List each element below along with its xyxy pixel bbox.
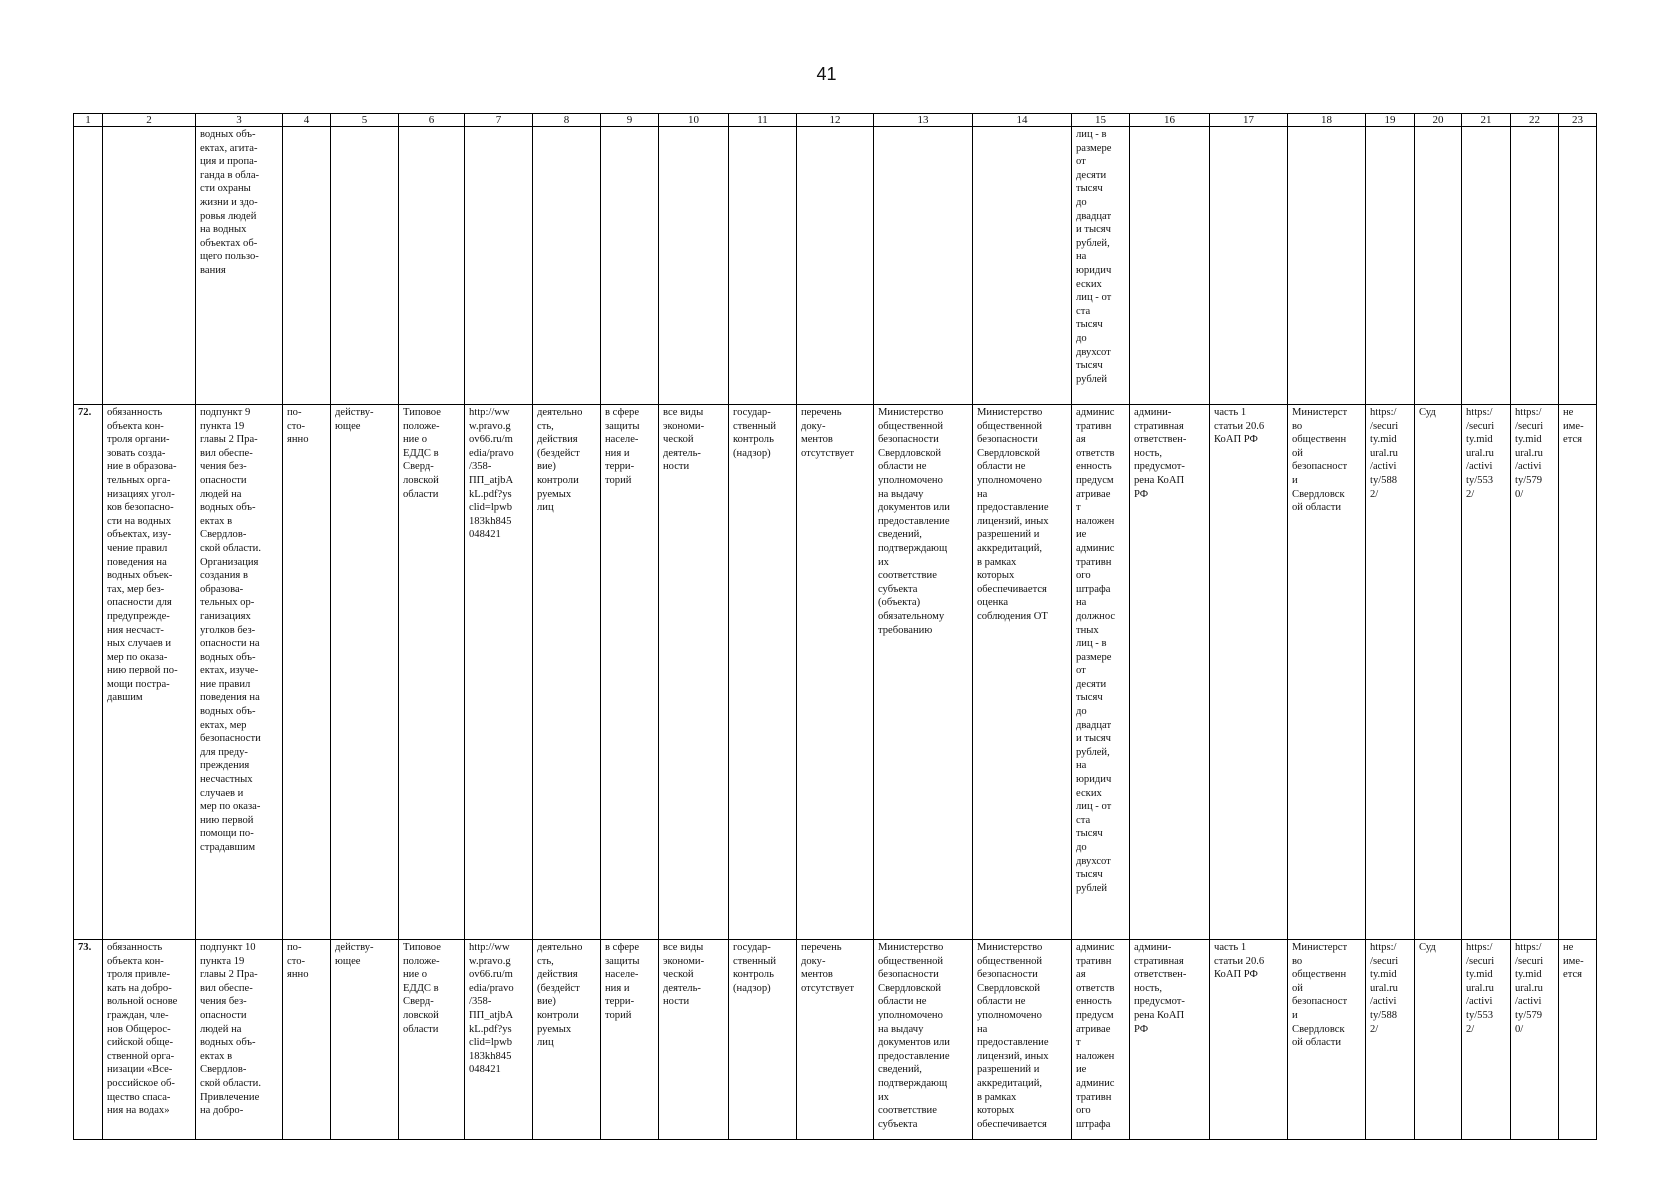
requirements-table (73, 113, 1597, 1140)
table-cell: лиц - в размере от десяти тысяч до двадцат и тысяч рублей, на юридич еских лиц - от ста тысяч до двухсот тысяч рублей (1072, 127, 1130, 405)
table-cell: часть 1 статьи 20.6 КоАП РФ (1210, 940, 1288, 1140)
table-cell (601, 127, 659, 405)
column-number: 10 (659, 114, 729, 127)
column-number: 16 (1130, 114, 1210, 127)
table-cell: Типовое положе- ние о ЕДДС в Сверд- ловской области (399, 405, 465, 940)
table-cell: подпункт 10 пункта 19 главы 2 Пра- вил обеспе- чения без- опасности людей на водных объ- ектах в Свердлов- ской области. Привлечение на добро- (196, 940, 283, 1140)
table-row (74, 405, 1597, 940)
table-cell: по- сто- янно (283, 940, 331, 1140)
table-cell: государ- ственный контроль (надзор) (729, 405, 797, 940)
table-cell: Министерство общественной безопасности Свердловской области не уполномочено на предоставление лицензий, иных разрешений и аккредитаций, в рамках которых обеспечивается оценка соблюдения ОТ (973, 405, 1072, 940)
table-cell: перечень доку- ментов отсутствует (797, 940, 874, 1140)
table-cell (103, 127, 196, 405)
table-cell: обязанность объекта кон- троля привле- кать на добро- вольной основе граждан, чле- нов Общерос- сийской обще- ственной орга- низации «Все- российское об- щество спаса- ния на водах» (103, 940, 196, 1140)
column-number: 7 (465, 114, 533, 127)
column-number: 21 (1462, 114, 1511, 127)
table-cell: http://ww w.pravo.g ov66.ru/m edia/pravo /358- ПП_atjbA kL.pdf?ys clid=lpwb 183kh845 048421 (465, 940, 533, 1140)
column-number: 1 (74, 114, 103, 127)
page-number: 41 (816, 64, 837, 84)
table-cell (659, 127, 729, 405)
column-number: 17 (1210, 114, 1288, 127)
table-cell (331, 127, 399, 405)
table-cell: по- сто- янно (283, 405, 331, 940)
row-number-cell: 73. (74, 940, 103, 1140)
table-cell: обязанность объекта кон- троля органи- зовать созда- ние в образова- тельных орга- низациях угол- ков безопасно- сти на водных объектах, изу- чение правил поведения на водных объек- тах, мер без- опасности для предупрежде- ния несчаст- ных случаев и мер по оказа- нию первой по- мощи постра- давшим (103, 405, 196, 940)
table-cell: https:/ /securi ty.mid ural.ru /activi ty/553 2/ (1462, 405, 1511, 940)
table-cell: все виды экономи- ческой деятель- ности (659, 940, 729, 1140)
column-number: 20 (1415, 114, 1462, 127)
table-cell (1559, 127, 1597, 405)
table-cell: все виды экономи- ческой деятель- ности (659, 405, 729, 940)
table-cell: не име- ется (1559, 940, 1597, 1140)
column-number: 11 (729, 114, 797, 127)
column-number: 5 (331, 114, 399, 127)
table-row (74, 127, 1597, 405)
column-number: 4 (283, 114, 331, 127)
table-cell: в сфере защиты населе- ния и терри- торий (601, 405, 659, 940)
table-cell: Типовое положе- ние о ЕДДС в Сверд- ловской области (399, 940, 465, 1140)
table-cell: деятельно сть, действия (бездейст вие) контроли руемых лиц (533, 940, 601, 1140)
table-cell (1462, 127, 1511, 405)
table-cell: действу- ющее (331, 405, 399, 940)
table-cell: деятельно сть, действия (бездейст вие) контроли руемых лиц (533, 405, 601, 940)
table-cell (797, 127, 874, 405)
table-cell (973, 127, 1072, 405)
column-number: 8 (533, 114, 601, 127)
row-number-cell: 72. (74, 405, 103, 940)
table-cell: админи- стративная ответствен- ность, предусмот- рена КоАП РФ (1130, 940, 1210, 1140)
table-row (74, 940, 1597, 1140)
column-number: 22 (1511, 114, 1559, 127)
table-cell: не име- ется (1559, 405, 1597, 940)
column-number: 3 (196, 114, 283, 127)
table-cell (74, 127, 103, 405)
table-cell: перечень доку- ментов отсутствует (797, 405, 874, 940)
table-cell: https:/ /securi ty.mid ural.ru /activi ty/553 2/ (1462, 940, 1511, 1140)
table-cell: http://ww w.pravo.g ov66.ru/m edia/pravo /358- ПП_atjbA kL.pdf?ys clid=lpwb 183kh845 048421 (465, 405, 533, 940)
table-cell: Министерство общественной безопасности Свердловской области не уполномочено на предоставление лицензий, иных разрешений и аккредитаций, в рамках которых обеспечивается (973, 940, 1072, 1140)
column-number: 13 (874, 114, 973, 127)
table-cell: https:/ /securi ty.mid ural.ru /activi ty/579 0/ (1511, 940, 1559, 1140)
column-number: 2 (103, 114, 196, 127)
table-cell: админи- стративная ответствен- ность, предусмот- рена КоАП РФ (1130, 405, 1210, 940)
table-cell: в сфере защиты населе- ния и терри- торий (601, 940, 659, 1140)
table-cell: админис тративн ая ответств енность предусм атривае т наложен ие админис тративн ого штрафа (1072, 940, 1130, 1140)
table-cell (1130, 127, 1210, 405)
table-cell (399, 127, 465, 405)
column-number: 23 (1559, 114, 1597, 127)
table-cell: действу- ющее (331, 940, 399, 1140)
column-number: 19 (1366, 114, 1415, 127)
table-cell: Суд (1415, 940, 1462, 1140)
table-cell: водных объ- ектах, агита- ция и пропа- ганда в обла- сти охраны жизни и здо- ровья людей на водных объектах об- щего пользо- вания (196, 127, 283, 405)
column-number: 14 (973, 114, 1072, 127)
table-cell: https:/ /securi ty.mid ural.ru /activi ty/588 2/ (1366, 405, 1415, 940)
table-cell (465, 127, 533, 405)
table-cell: https:/ /securi ty.mid ural.ru /activi ty/579 0/ (1511, 405, 1559, 940)
table-cell: админис тративн ая ответств енность предусм атривае т наложен ие админис тративн ого штрафа на должнос тных лиц - в размере от десяти тысяч до двадцат и тысяч рублей, на юридич еских лиц - от ста тысяч до двухсот тысяч рублей (1072, 405, 1130, 940)
column-number-row (74, 114, 1597, 127)
table-cell (729, 127, 797, 405)
table-cell: часть 1 статьи 20.6 КоАП РФ (1210, 405, 1288, 940)
column-number: 18 (1288, 114, 1366, 127)
table-cell: подпункт 9 пункта 19 главы 2 Пра- вил обеспе- чения без- опасности людей на водных объ- ектах в Свердлов- ской области. Организация создания в образова- тельных ор- ганизациях уголков без- опасности на водных объ- ектах, изуче- ние правил поведения на водных объ- ектах, мер безопасности для преду- преждения несчастных случаев и мер по оказа- нию первой помощи по- страдавшим (196, 405, 283, 940)
column-number: 9 (601, 114, 659, 127)
column-number: 6 (399, 114, 465, 127)
table-cell: Министерство общественной безопасности Свердловской области не уполномочено на выдачу документов или предоставление сведений, подтверждающ их соответствие субъекта (объекта) обязательному требованию (874, 405, 973, 940)
table-cell (874, 127, 973, 405)
table-cell (1288, 127, 1366, 405)
table-cell: Министерст во общественн ой безопасност и Свердловск ой области (1288, 405, 1366, 940)
table-cell (1511, 127, 1559, 405)
table-cell: Министерство общественной безопасности Свердловской области не уполномочено на выдачу документов или предоставление сведений, подтверждающ их соответствие субъекта (874, 940, 973, 1140)
table-cell (283, 127, 331, 405)
table-cell: https:/ /securi ty.mid ural.ru /activi ty/588 2/ (1366, 940, 1415, 1140)
column-number: 15 (1072, 114, 1130, 127)
column-number: 12 (797, 114, 874, 127)
table-cell (533, 127, 601, 405)
table-cell (1415, 127, 1462, 405)
table-cell: Суд (1415, 405, 1462, 940)
table-cell: государ- ственный контроль (надзор) (729, 940, 797, 1140)
table-cell (1366, 127, 1415, 405)
table-cell: Министерст во общественн ой безопасност и Свердловск ой области (1288, 940, 1366, 1140)
table-cell (1210, 127, 1288, 405)
